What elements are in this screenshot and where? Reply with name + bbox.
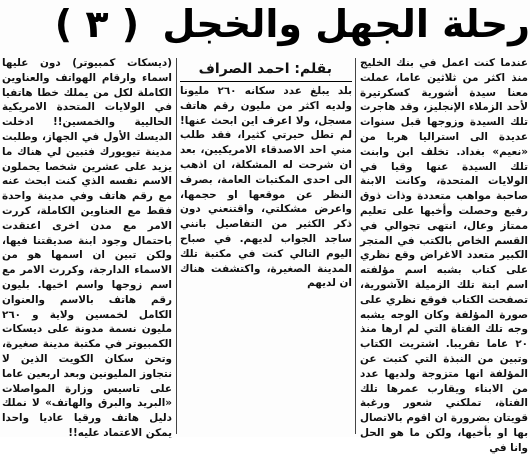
article-headline	[0, 2, 530, 46]
column-middle-text: بلد يبلغ عدد سكانه ٢٦٠ مليونا ولديه اكثر من مليون رقم هاتف مسجل، ولا اعرف اين ابحث عنها! لم تطل حيرتي كثيرا، فقد طلب مني احد الاصدقاء الامريكيين، بعد ان شرحت له المشكلة، ان اذهب الى احدى المكتبات العامة، بصرف النظر عن موقعها او حجمها، واعرض مشكلتي، واقتنعني دون ذكر الكثير من التفاصيل بانني ساجد الجواب لديهم. في صباح اليوم التالي كنت في مكتبة تلك المدينة الصغيرة، واكتشفت هناك ان لديهم	[180, 85, 352, 290]
headline-text: رحلة الجهل والخجل	[162, 2, 530, 46]
part-number: ( ٣ )	[54, 2, 140, 46]
article-column-middle	[180, 84, 352, 436]
column-divider	[355, 58, 356, 434]
article-column-left	[2, 56, 172, 439]
column-divider	[176, 58, 177, 434]
column-left-text: (ديسكات كمبيوتر) دون عليها اسماء وارقام الهواتف والعناوين الكاملة لكل من يملك خطا هاتفيا في الولايات المتحدة الامريكية الحاليية والخمسين!! ادخلت الديسك الأول في الجهاز، وطلبت مدينة تيويورك فتبين لي هناك ما يزيد على عشرين شخصا يحملون الاسم نفسه الذي كنت ابحث عنه مع رقم هاتف وفي مدينة واحدة فقط مع العناوين الكاملة، كررت الامر مع مدن اخرى اعتقدت باحتمال وجود ابنة صديقتنا فيها، ولكن تبين ان اسمها هو من الاسماء الدارجة، وكررت الامر مع اسم زوجها واسم اخيها. بليون رقم هاتف بالاسم والعنوان الكامل لخمسين ولاية و ٢٦٠ مليون نسمة مدونة على ديسكات الكمبيوتر في مكتبة مدينة صغيرة، وتحن سكان الكويت الذين لا نتجاوز المليونين وبعد اربعين عاما على تاسيس وزارة المواصلات «البريد والبرق والهاتف» لا نملك دليل هاتف ورقيا عاديا واحدا يمكن الاعتماد عليه!!	[2, 57, 172, 439]
article-column-right	[360, 56, 528, 454]
column-right-text: عندما كنت اعمل في بنك الخليج منذ اكثر من ثلاثين عاما، عملت معنا سيدة أشورية كسكرتيرة لأحد الزملاء الإنجليز، وقد هاجرت تلك السيدة وزوجها قبل سنوات عديدة الى استراليا هربا من «نعيم» بغداد. تخلف ابن وابنت تلك السيدة عنها وقيا في الولايات المتحدة، وكانت الابنة صاحبة مواهب متعددة وذات ذوق رفيع وحصلت وأخيها على تعليم ممتاز وعال، انتهى تجوالي في القسم الخاص بالكتب في المتجر الكبير متعدد الاغراض وقع نظري على كتاب بشبه اسم مؤلفته اسم ابنة تلك الزميلة الآشورية، تصفحت الكتاب فوقع نظري على صورة المؤلفة وكان الوجه يشبه وجه تلك الفتاة التي لم ارها منذ ٢٠ عاما تقريبا. اشتريت الكتاب وتبين من النبذة التي كتبت عن المؤلفة انها متزوجة ولديها عدد من الابناء ويقارب عمرها تلك الفتاة، تملكني شعور ورغبة قويتان بضرورة ان اقوم بالاتصال بها او بأخيها، ولكن ما هو الحل وانا في	[360, 57, 528, 454]
article-byline: بقلم: احمد الصراف	[180, 58, 352, 82]
